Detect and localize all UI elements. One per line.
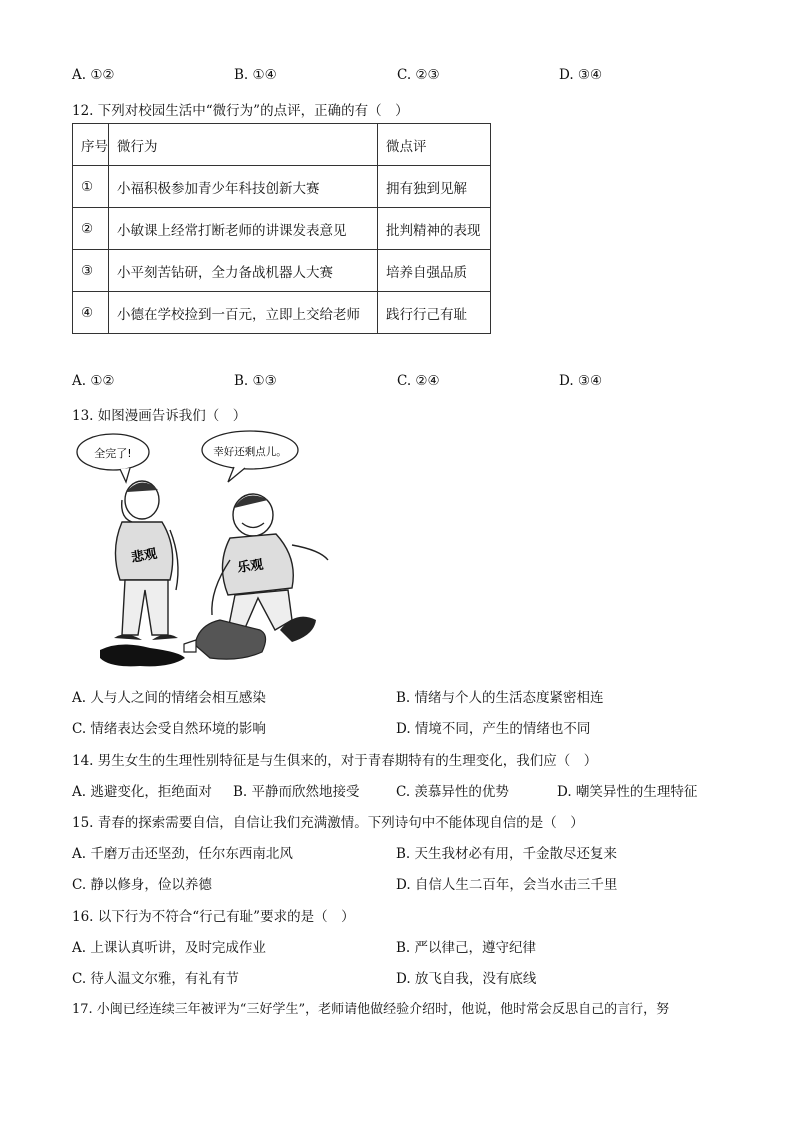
q12-table: [72, 123, 491, 334]
q13-option-c[interactable]: C. 情绪表达会受自然环境的影响: [72, 721, 266, 737]
q13-stem: 13. 如图漫画告诉我们（ ）: [72, 408, 247, 424]
q15-stem: 15. 青春的探索需要自信，自信让我们充满激情。下列诗句中不能体现自信的是（ ）: [72, 815, 584, 831]
table-cell: 批判精神的表现: [378, 208, 491, 250]
q11-option-d[interactable]: D. ③④: [559, 67, 603, 83]
table-row: [73, 250, 491, 292]
table-header-cell: 微行为: [109, 124, 378, 166]
q16-option-d[interactable]: D. 放飞自我，没有底线: [396, 971, 537, 987]
q12-option-c[interactable]: C. ②④: [397, 373, 440, 389]
q16-option-c[interactable]: C. 待人温文尔雅，有礼有节: [72, 971, 239, 987]
q11-options: [72, 67, 722, 87]
q12-options: [72, 373, 722, 393]
table-row: [73, 292, 491, 334]
table-cell: 践行行己有耻: [378, 292, 491, 334]
q15-option-a[interactable]: A. 千磨万击还坚劲，任尔东西南北风: [72, 846, 293, 862]
table-cell: 拥有独到见解: [378, 166, 491, 208]
table-cell: ②: [73, 208, 109, 250]
table-cell: 培养自强品质: [378, 250, 491, 292]
q11-option-a[interactable]: A. ①②: [72, 67, 115, 83]
pessimist-shirt-label: 悲观: [130, 546, 159, 566]
table-header-cell: 序号: [73, 124, 109, 166]
right-bubble-text: 幸好还剩点儿。: [213, 446, 287, 458]
table-row: [73, 166, 491, 208]
q12-option-d[interactable]: D. ③④: [559, 373, 603, 389]
q16-option-b[interactable]: B. 严以律己，遵守纪律: [396, 940, 537, 956]
table-cell: ③: [73, 250, 109, 292]
q16-stem: 16. 以下行为不符合“行己有耻”要求的是（ ）: [72, 909, 355, 925]
q14-option-a[interactable]: A. 逃避变化，拒绝面对: [72, 784, 212, 800]
q13-option-b[interactable]: B. 情绪与个人的生活态度紧密相连: [396, 690, 604, 706]
q15-option-d[interactable]: D. 自信人生二百年，会当水击三千里: [396, 877, 618, 893]
q11-option-c[interactable]: C. ②③: [397, 67, 440, 83]
q14-option-d[interactable]: D. 嘲笑异性的生理特征: [557, 784, 698, 800]
table-cell: ④: [73, 292, 109, 334]
q17-stem: 17. 小闽已经连续三年被评为“三好学生”，老师请他做经验介绍时，他说，他时常会反思自己的言行，努: [72, 1002, 670, 1017]
table-cell: 小福积极参加青少年科技创新大赛: [109, 166, 378, 208]
table-cell: ①: [73, 166, 109, 208]
left-bubble-text: 全完了!: [94, 447, 132, 460]
q12-option-a[interactable]: A. ①②: [72, 373, 115, 389]
q14-option-c[interactable]: C. 羡慕异性的优势: [396, 784, 509, 800]
optimist-figure: [212, 494, 328, 642]
table-cell: 小平刻苦钻研，全力备战机器人大赛: [109, 250, 378, 292]
q13-option-a[interactable]: A. 人与人之间的情绪会相互感染: [72, 690, 266, 706]
q12-stem: 12. 下列对校园生活中“微行为”的点评，正确的有（ ）: [72, 103, 409, 119]
pessimist-figure: [114, 481, 178, 640]
q12-option-b[interactable]: B. ①③: [234, 373, 277, 389]
table-row: [73, 208, 491, 250]
table-cell: 小敏课上经常打断老师的讲课发表意见: [109, 208, 378, 250]
table-header-cell: 微点评: [378, 124, 491, 166]
q16-option-a[interactable]: A. 上课认真听讲，及时完成作业: [72, 940, 266, 956]
q13-option-d[interactable]: D. 情境不同，产生的情绪也不同: [396, 721, 591, 737]
q14-option-b[interactable]: B. 平静而欣然地接受: [233, 784, 360, 800]
q15-option-c[interactable]: C. 静以修身，俭以养德: [72, 877, 212, 893]
table-cell: 小德在学校捡到一百元，立即上交给老师: [109, 292, 378, 334]
q14-stem: 14. 男生女生的生理性别特征是与生俱来的，对于青春期特有的生理变化，我们应（ ）: [72, 753, 598, 769]
optimism-pessimism-cartoon: [70, 430, 340, 675]
q15-option-b[interactable]: B. 天生我材必有用，千金散尽还复来: [396, 846, 618, 862]
optimist-shirt-label: 乐观: [236, 557, 265, 576]
q11-option-b[interactable]: B. ①④: [234, 67, 277, 83]
table-header-row: [73, 124, 491, 166]
